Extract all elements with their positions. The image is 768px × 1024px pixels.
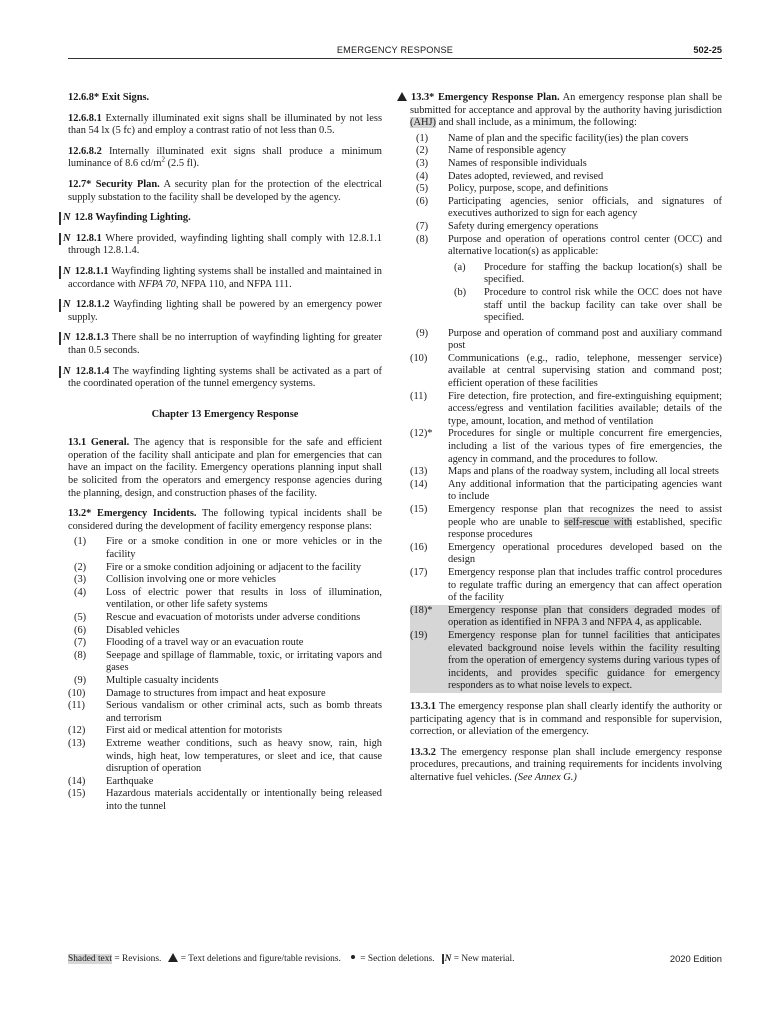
revision-delta-icon — [397, 92, 407, 101]
section-12-8-1: N 12.8.1 Where provided, wayfinding lighting shall comply with 12.8.1.1 through 12.8.1.4. — [68, 233, 382, 258]
list-item-number: (17) — [410, 566, 428, 578]
list-item — [410, 567, 722, 605]
revision-delta-icon — [168, 953, 178, 962]
sub-list — [448, 262, 722, 325]
plan-list — [410, 133, 722, 693]
section-12-7: 12.7* Security Plan. A security plan for the protection of the electrical supply substation to the facility shall be developed by the agency. — [68, 178, 382, 203]
list-item — [410, 353, 722, 391]
list-item — [410, 504, 722, 542]
list-item-text: Disabled vehicles — [106, 624, 180, 636]
new-material-icon: N — [59, 212, 72, 225]
list-item-number: (4) — [74, 586, 87, 598]
list-item-text: Policy, purpose, scope, and definitions — [448, 183, 609, 195]
list-item-text: Name of plan and the specific facility(ies) the plan covers — [448, 132, 689, 144]
list-item-number: (10) — [410, 352, 428, 364]
list-item — [68, 574, 382, 587]
list-item-text: First aid or medical attention for motorists — [106, 725, 283, 737]
list-item-text: Purpose and operation of command post and auxiliary command post — [448, 327, 722, 352]
list-item-text: Communications (e.g., radio, telephone, messenger service) available at central supervising station and command post; efficient operation of these facilities — [448, 352, 722, 390]
list-item-text: Emergency operational procedures developed based on the design — [448, 541, 722, 566]
list-item-text: Multiple casualty incidents — [106, 674, 219, 686]
section-13-3-1: 13.3.1 The emergency response plan shall clearly identify the authority or participating agency that is in command and responsible for supervision, correction, or alleviation of the emergency. — [410, 700, 722, 738]
list-item-number: (6) — [74, 624, 87, 636]
list-item-text: Extreme weather conditions, such as heavy snow, rain, high winds, high heat, low temperatures, or sleet and ice, that cause disruption of operation — [106, 737, 382, 775]
list-item — [410, 145, 722, 158]
section-12-6-8: 12.6.8* Exit Signs. — [68, 92, 150, 103]
list-item — [68, 700, 382, 725]
list-item-text: established, specific response procedures — [448, 516, 722, 541]
list-item-text: Fire or a smoke condition in one or more vehicles or in the facility — [106, 536, 382, 561]
list-item-number: (5) — [74, 612, 87, 623]
list-item-text: Emergency response plan that includes traffic control procedures to regulate traffic during an emergency that can affect operation of the facility — [448, 566, 722, 604]
list-item-text: self-rescue with — [564, 516, 633, 528]
list-item-number: (7) — [74, 637, 87, 649]
list-item — [68, 637, 382, 650]
list-item-number: (6) — [416, 195, 429, 207]
list-item-number: (8) — [74, 649, 87, 661]
list-item — [410, 183, 722, 196]
section-12-6-8-1: 12.6.8.1 Externally illuminated exit signs shall be illuminated by not less than 54 lx (5 fc) and employ a contrast ratio of not less than 0.5. — [68, 112, 382, 137]
list-item — [68, 562, 382, 575]
list-item-number: (a) — [454, 261, 466, 273]
list-item — [68, 788, 382, 813]
list-item-text: Damage to structures from impact and heat exposure — [106, 687, 326, 699]
list-item-revised — [410, 630, 722, 693]
section-12-8-1-3: N 12.8.1.3 There shall be no interruption of wayfinding lighting for greater than 0.5 seconds. — [68, 332, 382, 357]
list-item-number: (11) — [410, 390, 427, 402]
section-12-6-8-2: 12.6.8.2 Internally illuminated exit signs shall produce a minimum luminance of 8.6 $cd/m^2$ (2.5 fl). — [68, 145, 382, 170]
list-item — [410, 158, 722, 171]
list-item-number: (12)* — [410, 428, 433, 440]
page-number: 502-25 — [693, 45, 722, 55]
list-item-number: (5) — [416, 183, 429, 195]
list-item — [68, 587, 382, 612]
new-material-icon: N — [59, 233, 72, 246]
list-item-number: (15) — [68, 788, 86, 800]
list-item — [410, 133, 722, 146]
list-item-text: Procedure to control risk while the OCC does not have staff until the backup facility can take over shall be specified. — [484, 286, 722, 324]
list-item-text: Maps and plans of the roadway system, including all local streets — [448, 466, 719, 478]
list-item-text: Seepage and spillage of flammable, toxic, or irritating vapors and gases — [106, 649, 382, 674]
list-item-text: Procedures for single or multiple concurrent fire emergencies, including a list of the various types of fire emergencies, the agency in command, and the procedures to follow. — [448, 428, 722, 465]
list-item-text: Serious vandalism or other criminal acts, such as bomb threats and terrorism — [106, 700, 382, 724]
list-item-number: (b) — [454, 286, 467, 298]
right-column — [410, 92, 722, 792]
list-item-text: Name of responsible agency — [448, 145, 567, 157]
list-item — [410, 328, 722, 353]
list-item-number: (8) — [416, 233, 429, 245]
list-item-text: Emergency response plan that considers degraded modes of operation as identified in NFPA 3 and NFPA 4, as applicable. — [448, 604, 720, 629]
chapter-heading: Chapter 13 Emergency Response — [151, 408, 299, 420]
list-item-number: (3) — [416, 157, 429, 169]
list-item — [410, 428, 722, 466]
list-item-revised — [410, 605, 722, 630]
section-12-8-1-2: N 12.8.1.2 Wayfinding lighting shall be powered by an emergency power supply. — [68, 299, 382, 324]
section-12-8-1-1: N 12.8.1.1 Wayfinding lighting systems shall be installed and maintained in accordance with NFPA 70, NFPA 110, and NFPA 111. — [68, 266, 382, 291]
list-item — [68, 738, 382, 776]
list-item-number: (3) — [74, 574, 87, 586]
list-item-text: Purpose and operation of operations control center (OCC) and alternative location(s) as applicable: — [448, 233, 722, 258]
list-item — [410, 391, 722, 429]
list-item-text: Loss of electric power that results in loss of illumination, ventilation, or other life safety systems — [106, 586, 382, 611]
list-item-number: (10) — [68, 687, 86, 699]
new-material-icon: N — [59, 332, 72, 345]
list-item-text: Emergency response plan that recognizes the need to assist people who are unable to — [448, 504, 722, 528]
list-item-number: (1) — [416, 132, 429, 144]
page-footer — [68, 953, 722, 967]
list-item-text: Hazardous materials accidentally or intentionally being released into the tunnel — [106, 788, 382, 812]
list-item — [410, 221, 722, 234]
list-item-text: Participating agencies, senior officials, and signatures of executives authorized to sign for each agency — [448, 195, 722, 220]
list-item-number: (18)* — [410, 604, 433, 616]
list-item-number: (13) — [68, 737, 86, 749]
list-item-number: (12) — [68, 725, 86, 737]
new-material-icon: N — [59, 299, 72, 312]
list-item-number: (16) — [410, 541, 428, 553]
list-item-text: Flooding of a travel way or an evacuation route — [106, 637, 304, 649]
revision-legend: Shaded text = Revisions. = Text deletions and figure/table revisions. = Section deletions. N = New material. — [68, 954, 515, 964]
list-item — [68, 650, 382, 675]
list-item — [410, 479, 722, 504]
list-item-number: (9) — [74, 674, 87, 686]
list-item-text: Earthquake — [106, 775, 154, 787]
list-item-text: Collision involving one or more vehicles — [106, 574, 276, 586]
list-item — [68, 536, 382, 561]
running-header — [68, 40, 722, 59]
list-item-number: (1) — [74, 536, 87, 548]
sub-list-item — [448, 262, 722, 287]
new-material-icon: N — [59, 266, 72, 279]
list-item-text: Rescue and evacuation of motorists under adverse conditions — [106, 612, 361, 623]
list-item-number: (2) — [416, 145, 429, 157]
left-column — [63, 92, 382, 822]
header-title: EMERGENCY RESPONSE — [336, 45, 454, 55]
list-item-number: (14) — [410, 478, 428, 490]
section-13-2: 13.2* Emergency Incidents. The following typical incidents shall be considered during the development of facility emergency response plans: — [68, 508, 382, 532]
list-item — [410, 171, 722, 184]
list-item — [410, 466, 722, 479]
list-item-text: Names of responsible individuals — [448, 157, 587, 169]
list-item-number: (2) — [74, 561, 87, 573]
list-item-text: Safety during emergency operations — [448, 220, 599, 232]
list-item — [68, 625, 382, 638]
list-item — [410, 196, 722, 221]
list-item-number: (11) — [68, 700, 85, 712]
bullet-icon — [351, 955, 355, 959]
list-item-text: Emergency response plan for tunnel facilities that anticipates elevated background noise levels within the facility resulting from the operation of emergency systems during various types of incidents, and provides specific guidance for emergency responders as to what noise levels to expect. — [448, 629, 720, 692]
list-item — [410, 234, 722, 325]
list-item-number: (19) — [410, 629, 428, 641]
list-item-number: (9) — [416, 327, 429, 339]
new-material-icon: N — [442, 954, 452, 964]
incident-list — [68, 536, 382, 813]
list-item-number: (7) — [416, 220, 429, 232]
list-item-number: (4) — [416, 170, 429, 182]
edition-label: 2020 Edition — [669, 953, 722, 964]
list-item — [68, 688, 382, 701]
sub-list-item — [448, 287, 722, 325]
list-item — [68, 725, 382, 738]
list-item-number: (14) — [68, 775, 86, 787]
list-item-number: (15) — [410, 504, 428, 515]
section-13-3: 13.3* Emergency Response Plan. An emergency response plan shall be submitted for acceptance and approval by the authority having jurisdiction (AHJ) and shall include, as a minimum, the following: — [410, 92, 722, 130]
list-item — [68, 612, 382, 625]
list-item-text: Fire detection, fire protection, and fire-extinguishing equipment; access/egress and ventilation facilities available; details of the type, amount, location, and method of ventilation — [448, 390, 722, 427]
list-item — [68, 776, 382, 789]
list-item-text: Dates adopted, reviewed, and revised — [448, 170, 604, 182]
list-item-text: Any additional information that the participating agencies want to include — [448, 478, 722, 503]
list-item — [68, 675, 382, 688]
list-item — [410, 542, 722, 567]
section-12-8-1-4: N 12.8.1.4 The wayfinding lighting systems shall be activated as a part of the coordinated operation of the tunnel emergency systems. — [68, 366, 382, 391]
list-item-number: (13) — [410, 466, 428, 478]
new-material-icon: N — [59, 366, 72, 379]
section-12-8: N 12.8 Wayfinding Lighting. — [68, 212, 382, 225]
section-13-1: 13.1 General. The agency that is responsible for the safe and efficient operation of the facility shall anticipate and plan for emergencies that can have an impact on the facility. Emergency operations planning input shall be solicited from the operators and emergency response agencies during the planning, design, and construction phases of the facility. — [68, 437, 382, 499]
section-13-3-2: 13.3.2 The emergency response plan shall include emergency response procedures, precautions, and training requirements for incidents involving alternative fuel vehicles. (See Annex G.) — [410, 746, 722, 783]
list-item-text: Procedure for staffing the backup location(s) shall be specified. — [484, 261, 722, 286]
list-item-text: Fire or a smoke condition adjoining or adjacent to the facility — [106, 561, 362, 573]
